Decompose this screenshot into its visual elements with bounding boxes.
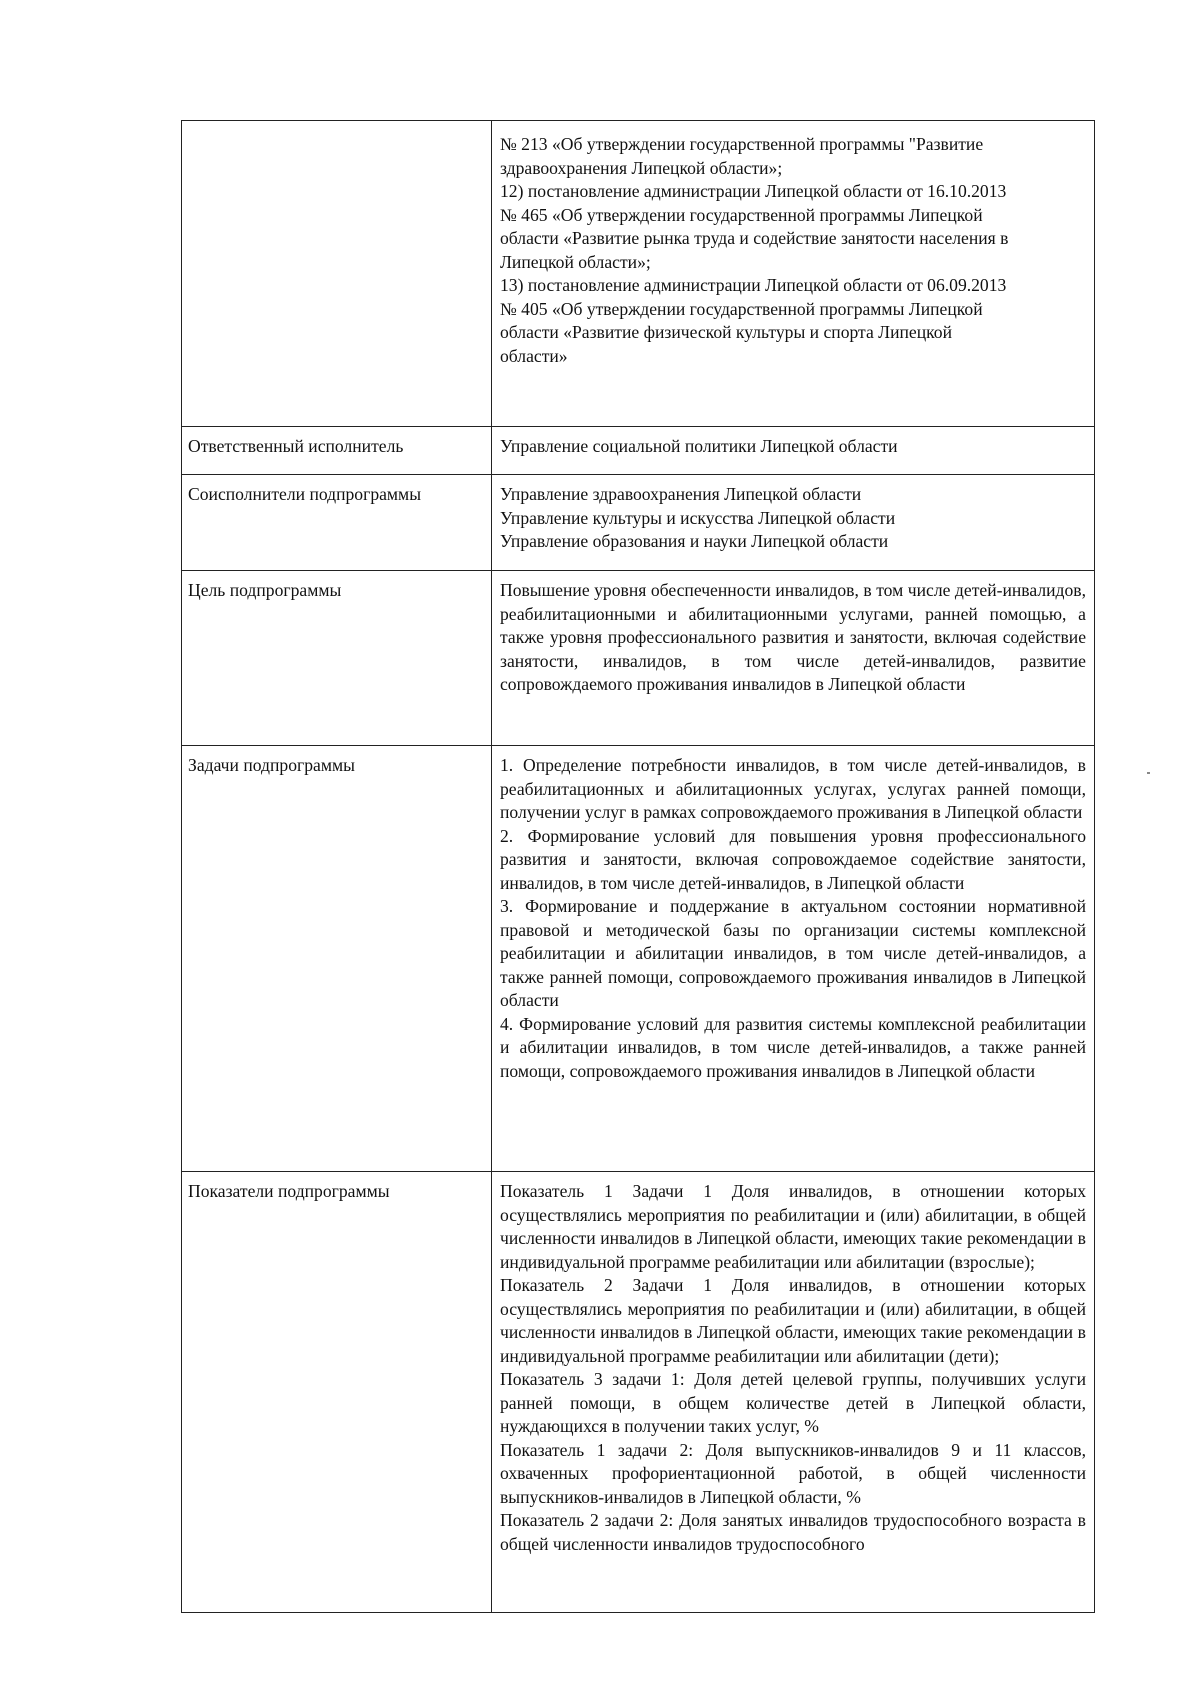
paragraph: Показатель 3 задачи 1: Доля детей целевой группы, получивших услуги ранней помощи, в общем количестве детей в Липецкой области, нуждающихся в получении таких услуг, % xyxy=(500,1369,1086,1436)
text-line: Управление образования и науки Липецкой области xyxy=(500,531,889,551)
table-row-responsible-executor xyxy=(182,427,1095,475)
table-row-indicators xyxy=(182,1172,1095,1613)
paragraph: 4. Формирование условий для развития системы комплексной реабилитации и абилитации инвалидов, в том числе детей-инвалидов, а также ранней помощи, сопровождаемого проживания инвалидов в Липецкой области xyxy=(500,1013,1086,1081)
row-label: Показатели подпрограммы xyxy=(182,1172,492,1613)
table-row-tasks xyxy=(182,746,1095,1172)
text-line: № 213 «Об утверждении государственной программы "Развитие xyxy=(500,134,984,154)
text-line: 13) постановление администрации Липецкой области от 06.09.2013 xyxy=(500,275,1007,295)
paragraph: Повышение уровня обеспеченности инвалидов, в том числе детей-инвалидов, реабилитационными и абилитационными услугами, ранней помощью, а также уровня профессионального развития и занятости, включая содействие занятости, инвалидов, в том числе детей-инвалидов, развитие сопровождаемого проживания инвалидов в Липецкой области xyxy=(500,580,1086,694)
scan-speck xyxy=(1147,772,1150,774)
paragraph: Показатель 2 Задачи 1 Доля инвалидов, в отношении которых осуществлялись мероприятия по реабилитации и (или) абилитации, в общей численности инвалидов в Липецкой области, имеющих такие рекомендации в индивидуальной программе реабилитации или абилитации (дети); xyxy=(500,1275,1086,1366)
table-row-legal-acts xyxy=(182,121,1095,427)
row-label: Задачи подпрограммы xyxy=(182,746,492,1172)
text-line: Управление культуры и искусства Липецкой области xyxy=(500,507,896,528)
paragraph: Показатель 2 задачи 2: Доля занятых инвалидов трудоспособного возраста в общей численности инвалидов трудоспособного xyxy=(500,1510,1086,1554)
row-value xyxy=(492,427,1095,475)
table-row-goal xyxy=(182,571,1095,746)
text-line: Липецкой области»; xyxy=(500,251,651,272)
text-line: области «Развитие рынка труда и содействие занятости населения в xyxy=(500,228,1009,248)
text-line: здравоохранения Липецкой области»; xyxy=(500,157,783,178)
passport-table xyxy=(181,120,1095,1613)
paragraph: Показатель 1 задачи 2: Доля выпускников-инвалидов 9 и 11 классов, охваченных профориентационной работой, в общей численности выпускников-инвалидов в Липецкой области, % xyxy=(500,1439,1086,1507)
row-value xyxy=(492,746,1095,1172)
text-line: Управление социальной политики Липецкой области xyxy=(500,436,898,456)
text-line: области» xyxy=(500,345,568,366)
row-value xyxy=(492,571,1095,746)
paragraph: 2. Формирование условий для повышения уровня профессионального развития и занятости, включая сопровождаемое содействие занятости, инвалидов, в том числе детей-инвалидов, в Липецкой области xyxy=(500,825,1086,893)
paragraph: 3. Формирование и поддержание в актуальном состоянии нормативной правовой и методической базы по организации системы комплексной реабилитации и абилитации инвалидов, в том числе детей-инвалидов, а также ранней помощи, сопровождаемого проживания инвалидов в Липецкой области xyxy=(500,896,1086,1010)
text-line: области «Развитие физической культуры и спорта Липецкой xyxy=(500,322,953,342)
text-line: Управление здравоохранения Липецкой области xyxy=(500,484,862,504)
row-label xyxy=(182,121,492,427)
row-label: Соисполнители подпрограммы xyxy=(182,475,492,571)
row-value xyxy=(492,475,1095,571)
paragraph: Показатель 1 Задачи 1 Доля инвалидов, в отношении которых осуществлялись мероприятия по реабилитации и (или) абилитации, в общей численности инвалидов в Липецкой области, имеющих такие рекомендации в индивидуальной программе реабилитации или абилитации (взрослые); xyxy=(500,1181,1086,1272)
text-line: № 405 «Об утверждении государственной программы Липецкой xyxy=(500,298,983,319)
text-line: 12) постановление администрации Липецкой области от 16.10.2013 xyxy=(500,181,1007,201)
table-row-co-executors xyxy=(182,475,1095,571)
text-line: № 465 «Об утверждении государственной программы Липецкой xyxy=(500,204,983,225)
row-label: Ответственный исполнитель xyxy=(182,427,492,475)
row-label: Цель подпрограммы xyxy=(182,571,492,746)
paragraph: 1. Определение потребности инвалидов, в том числе детей-инвалидов, в реабилитационных и абилитационных услугах, услугах ранней помощи, получении услуг в рамках сопровождаемого проживания в Липецкой области xyxy=(500,755,1086,822)
row-value xyxy=(492,1172,1095,1613)
row-value xyxy=(492,121,1095,427)
